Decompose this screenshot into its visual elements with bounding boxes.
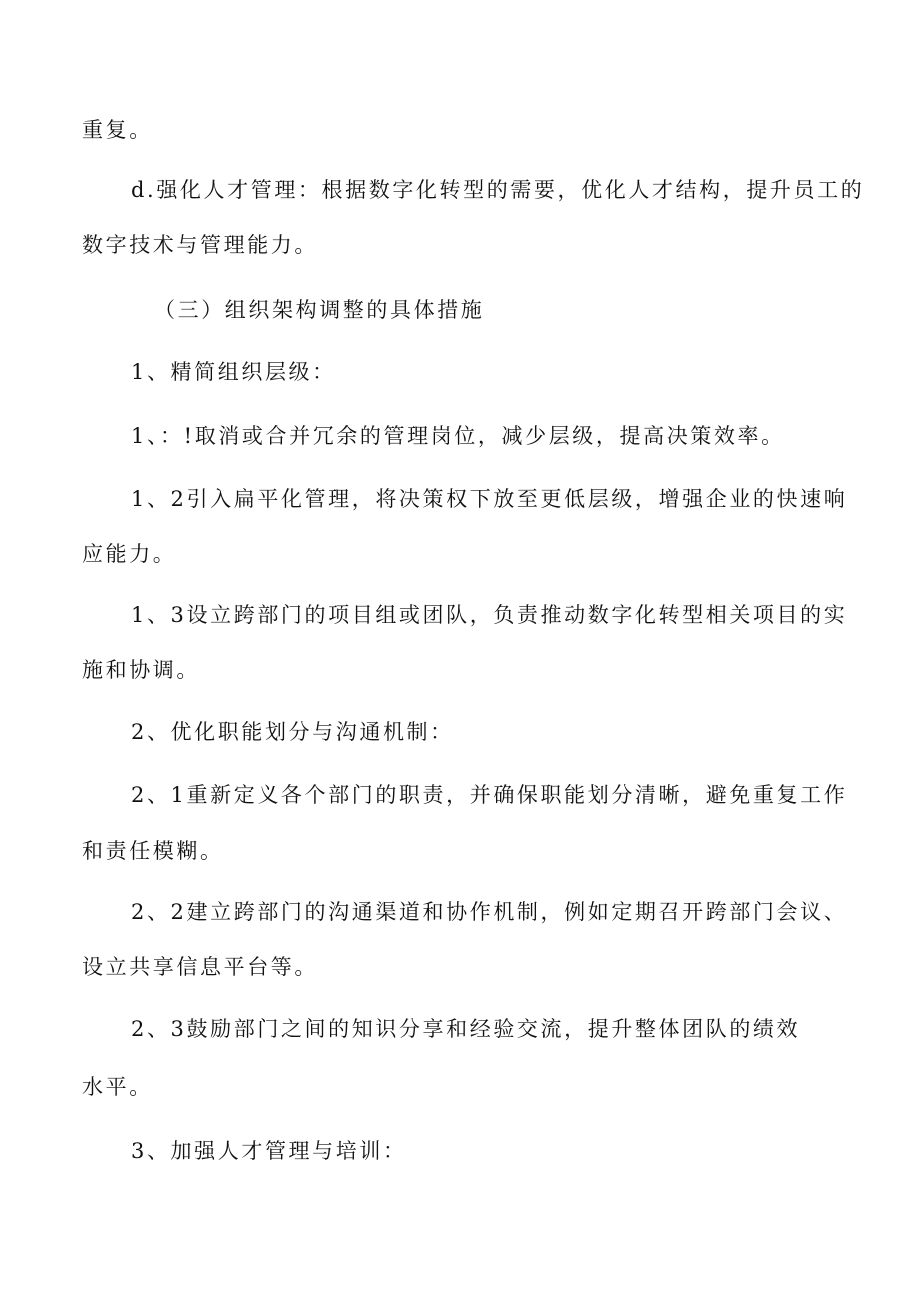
paragraph-text-line: 重复。 — [82, 118, 153, 142]
list-item-text-line: 1、2引入扁平化管理，将决策权下放至更低层级，增强企业的快速响 — [131, 487, 848, 511]
list-item-text-line: d.强化人才管理：根据数字化转型的需要，优化人才结构，提升员工的 — [131, 178, 865, 202]
list-item-text-line: 1、：!取消或合并冗余的管理岗位，减少层级，提高决策效率。 — [131, 424, 785, 448]
list-item-text-line: 和责任模糊。 — [82, 839, 224, 863]
list-item-text-line: 1、3设立跨部门的项目组或团队，负责推动数字化转型相关项目的实 — [131, 603, 848, 627]
list-item-text-line: 数字技术与管理能力。 — [82, 233, 318, 257]
list-item-text-line: 设立共享信息平台等。 — [82, 955, 318, 979]
list-item-text-line: 水平。 — [82, 1075, 153, 1099]
section-heading: （三）组织架构调整的具体措施 — [154, 298, 485, 322]
subheading: 2、优化职能划分与沟通机制： — [131, 720, 454, 744]
list-item-text-line: 2、2建立跨部门的沟通渠道和协作机制，例如定期召开跨部门会议、 — [131, 900, 848, 924]
list-item-text-line: 施和协调。 — [82, 658, 200, 682]
list-item-text-line: 2、1重新定义各个部门的职责，并确保职能划分清晰，避免重复工作 — [131, 783, 848, 807]
list-item-text-line: 应能力。 — [82, 542, 177, 566]
subheading: 3、加强人才管理与培训： — [131, 1139, 407, 1163]
subheading: 1、精简组织层级： — [131, 360, 336, 384]
list-item-text-line: 2、3鼓励部门之间的知识分享和经验交流，提升整体团队的绩效 — [131, 1017, 801, 1041]
